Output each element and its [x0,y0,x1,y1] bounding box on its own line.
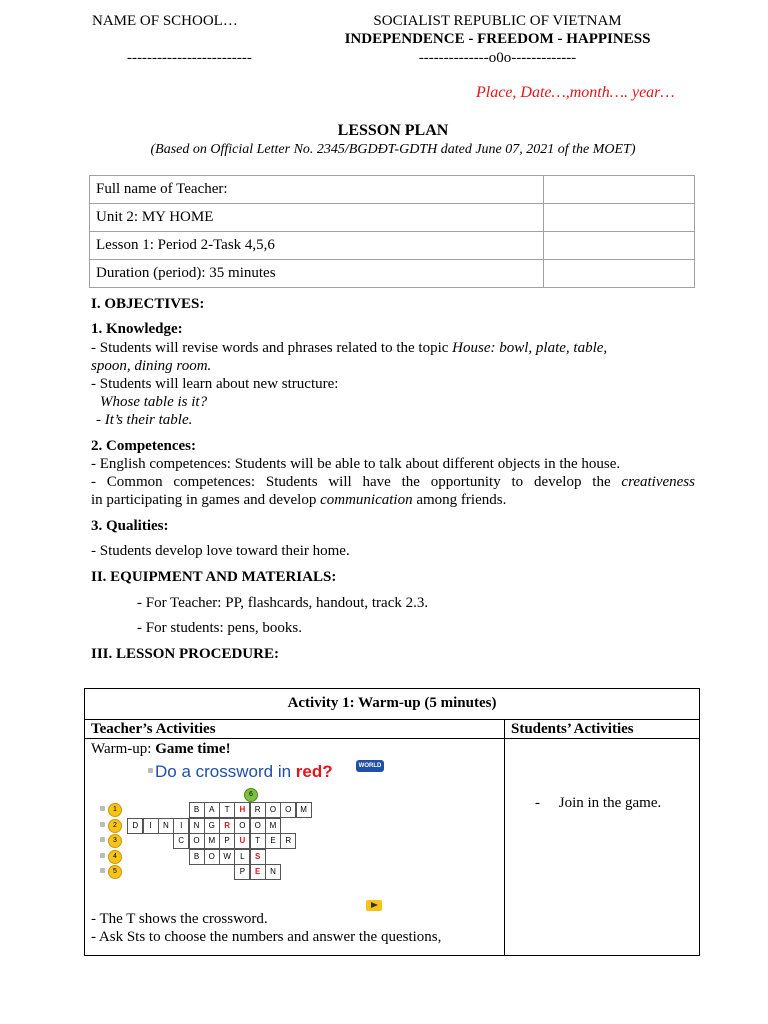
lesson-info-table [89,175,695,288]
equipment-teacher: - For Teacher: PP, flashcards, handout, track 2.3. [137,595,429,611]
crossword-cell: O [265,802,281,818]
knowledge-topic-cont: spoon, dining room. [91,358,212,374]
qualities-heading: 3. Qualities: [91,518,169,534]
crossword-cell: R [280,833,296,849]
crossword-cell: P [219,833,235,849]
crossword-cell: R [250,802,266,818]
equipment-students: - For students: pens, books. [137,620,302,636]
warmup-line [91,741,498,758]
republic-name: SOCIALIST REPUBLIC OF VIETNAM [373,13,622,29]
competence-emphasis: communication [320,492,413,508]
crossword-cell: G [204,818,220,834]
crossword-image [100,760,400,915]
knowledge-line-2: - Students will learn about new structure: [91,376,339,392]
speaker-icon [100,822,105,827]
crossword-title-text: Do a crossword in [155,762,296,781]
competence-text: among friends. [412,492,507,508]
motto-divider: --------------o0o------------- [418,50,577,66]
students-column-header: Students’ Activities [505,720,700,739]
crossword-cell: M [296,802,312,818]
competence-text: in participating in games and develop [91,492,321,508]
table-row [85,720,700,739]
crossword-cell: O [234,818,250,834]
hint-number-badge: 6 [244,788,258,802]
crossword-cell: N [265,864,281,880]
table-row [85,689,700,720]
competence-common-cont [91,492,506,509]
crossword-cell: H [234,802,250,818]
activity-title: Activity 1: Warm-up (5 minutes) [85,689,700,720]
crossword-number-1[interactable]: 1 [108,803,122,817]
info-cell: Duration (period): 35 minutes [90,260,544,288]
national-motto: INDEPENDENCE - FREEDOM - HAPPINESS [344,31,651,47]
crossword-number-5[interactable]: 5 [108,865,122,879]
crossword-cell: A [204,802,220,818]
procedure-heading: III. LESSON PROCEDURE: [91,646,279,662]
teacher-column-header: Teacher’s Activities [85,720,505,739]
info-value-cell [544,204,695,232]
crossword-cell: L [234,849,250,865]
crossword-number-4[interactable]: 4 [108,850,122,864]
play-icon [371,902,378,908]
crossword-cell: E [250,864,266,880]
crossword-cell: O [250,818,266,834]
student-step-1: - Join in the game. [535,795,662,811]
speaker-icon [148,768,153,773]
qualities-line: - Students develop love toward their home. [91,543,350,559]
place-date: Place, Date…,month…. year… [476,84,675,101]
crossword-cell: O [189,833,205,849]
knowledge-line-1 [91,340,607,357]
crossword-cell: M [265,818,281,834]
speaker-icon [100,806,105,811]
page-title: LESSON PLAN [337,122,449,139]
crossword-cell: E [265,833,281,849]
teacher-step-2: - Ask Sts to choose the numbers and answer the questions, [91,929,442,945]
crossword-cell: I [143,818,159,834]
competence-emphasis: creativeness [621,474,695,490]
crossword-cell: O [204,849,220,865]
crossword-cell: N [189,818,205,834]
competence-text: - Common competences: Students will have the opportunity to develop the [91,474,622,490]
warmup-game: Game time! [155,741,231,757]
table-row [90,176,695,204]
objectives-heading: I. OBJECTIVES: [91,296,205,312]
crossword-cell: O [280,802,296,818]
crossword-cell: B [189,802,205,818]
info-cell: Full name of Teacher: [90,176,544,204]
students-activities-cell [505,739,700,956]
crossword-number-2[interactable]: 2 [108,819,122,833]
table-row [90,260,695,288]
crossword-cell: C [173,833,189,849]
crossword-cell: N [158,818,174,834]
info-cell: Lesson 1: Period 2-Task 4,5,6 [90,232,544,260]
knowledge-heading: 1. Knowledge: [91,321,183,337]
school-divider: ------------------------- [127,50,252,66]
world-logo: WORLD [356,760,384,772]
competence-english: - English competences: Students will be able to talk about different objects in the house. [91,456,621,472]
teacher-step-1: - The T shows the crossword. [91,911,268,927]
knowledge-topic: House: bowl, plate, table, [452,340,608,356]
info-cell: Unit 2: MY HOME [90,204,544,232]
info-value-cell [544,176,695,204]
crossword-number-3[interactable]: 3 [108,834,122,848]
crossword-cell: B [189,849,205,865]
structure-answer: - It’s their table. [96,412,193,428]
speaker-icon [100,837,105,842]
structure-question: Whose table is it? [100,394,208,410]
play-button[interactable] [366,900,382,911]
info-value-cell [544,232,695,260]
knowledge-text: - Students will revise words and phrases related to the topic [91,340,453,356]
crossword-cell: U [234,833,250,849]
table-row [90,204,695,232]
crossword-cell: P [234,864,250,880]
crossword-title-red: red? [295,762,333,781]
school-name: NAME OF SCHOOL… [92,13,238,29]
speaker-icon [100,868,105,873]
crossword-cell: T [250,833,266,849]
crossword-cell: W [219,849,235,865]
crossword-cell: R [219,818,235,834]
equipment-heading: II. EQUIPMENT AND MATERIALS: [91,569,337,585]
speaker-icon [100,853,105,858]
competence-common [91,474,695,491]
crossword-cell: D [127,818,143,834]
crossword-title [155,762,333,782]
page-subtitle: (Based on Official Letter No. 2345/BGDĐT-GDTH dated June 07, 2021 of the MOET) [150,142,636,157]
warmup-label: Warm-up: [91,741,156,757]
crossword-cell: I [173,818,189,834]
info-value-cell [544,260,695,288]
crossword-cell: M [204,833,220,849]
table-row [90,232,695,260]
crossword-cell: T [219,802,235,818]
competences-heading: 2. Competences: [91,438,196,454]
crossword-cell: S [250,849,266,865]
